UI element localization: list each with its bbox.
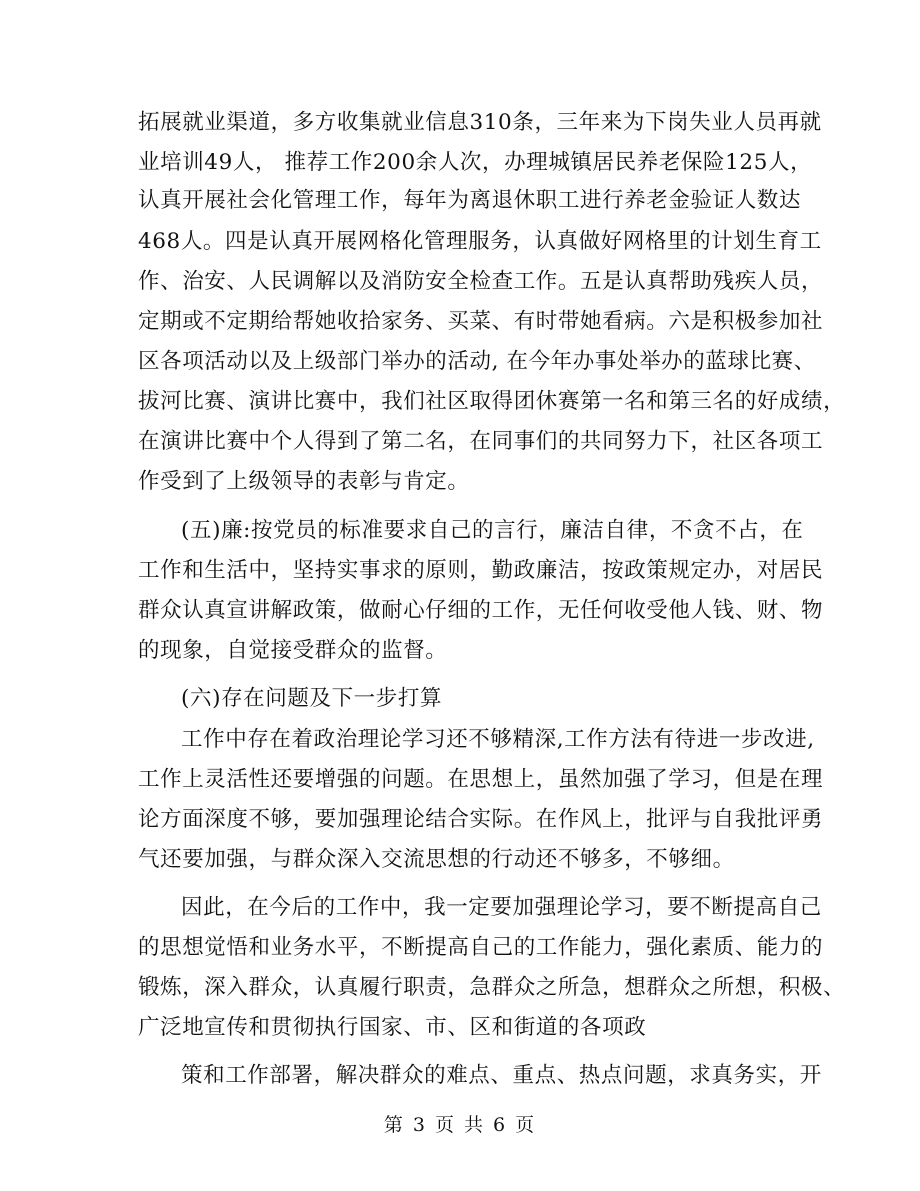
- paragraph-five-heading-line: (五)廉:按党员的标准要求自己的言行，廉洁自律，不贪不占，在: [181, 518, 804, 543]
- body-line-8: 拔河比赛、演讲比赛中，我们社区取得团休赛第一名和第三名的好成绩，: [138, 389, 846, 414]
- body-line-18: 论方面深度不够，要加强理论结合实际。在作风上，批评与自我批评勇: [138, 807, 824, 832]
- body-line-6: 定期或不定期给帮她收拾家务、买菜、有时带她看病。六是积极参加社: [138, 309, 824, 334]
- body-line-20: 因此，在今后的工作中，我一定要加强理论学习，要不断提高自己: [181, 895, 822, 920]
- section-six-heading: (六)存在问题及下一步打算: [181, 686, 443, 711]
- page-number-footer: 第 3 页 共 6 页: [383, 1114, 537, 1136]
- body-line-23: 广泛地宣传和贯彻执行国家、市、区和街道的各项政: [138, 1015, 647, 1040]
- body-line-12: 工作和生活中，坚持实事求的原则，勤政廉洁，按政策规定办，对居民: [138, 558, 824, 583]
- body-line-9: 在演讲比赛中个人得到了第二名，在同事们的共同努力下，社区各项工: [138, 429, 824, 454]
- body-line-13: 群众认真宣讲解政策，做耐心仔细的工作，无任何收受他人钱、财、物: [138, 598, 824, 623]
- body-line-4: 468人。四是认真开展网格化管理服务，认真做好网格里的计划生育工: [138, 229, 822, 254]
- body-line-16: 工作中存在着政治理论学习还不够精深,工作方法有待进一步改进,: [181, 727, 815, 752]
- body-line-1: 拓展就业渠道，多方收集就业信息310条，三年来为下岗失业人员再就: [138, 110, 822, 135]
- body-line-7: 区各项活动以及上级部门举办的活动, 在今年办事处举办的蓝球比赛、: [138, 349, 816, 374]
- body-line-10: 作受到了上级领导的表彰与肯定。: [138, 469, 470, 494]
- body-line-24: 策和工作部署，解决群众的难点、重点、热点问题，求真务实，开: [181, 1063, 822, 1088]
- body-line-22: 锻炼，深入群众，认真履行职责，急群众之所急，想群众之所想，积极、: [138, 975, 846, 1000]
- body-line-19: 气还要加强，与群众深入交流思想的行动还不够多，不够细。: [138, 847, 735, 872]
- body-line-3: 认真开展社会化管理工作，每年为离退休职工进行养老金验证人数达: [138, 188, 802, 213]
- body-line-21: 的思想觉悟和业务水平，不断提高自己的工作能力，强化素质、能力的: [138, 935, 824, 960]
- body-line-5: 作、治安、人民调解以及消防安全检查工作。五是认真帮助残疾人员，: [138, 269, 824, 294]
- body-line-17: 工作上灵活性还要增强的问题。在思想上，虽然加强了学习，但是在理: [138, 767, 824, 792]
- body-line-2: 业培训49人， 推荐工作200余人次，办理城镇居民养老保险125人，: [138, 150, 813, 175]
- body-line-14: 的现象，自觉接受群众的监督。: [138, 638, 448, 663]
